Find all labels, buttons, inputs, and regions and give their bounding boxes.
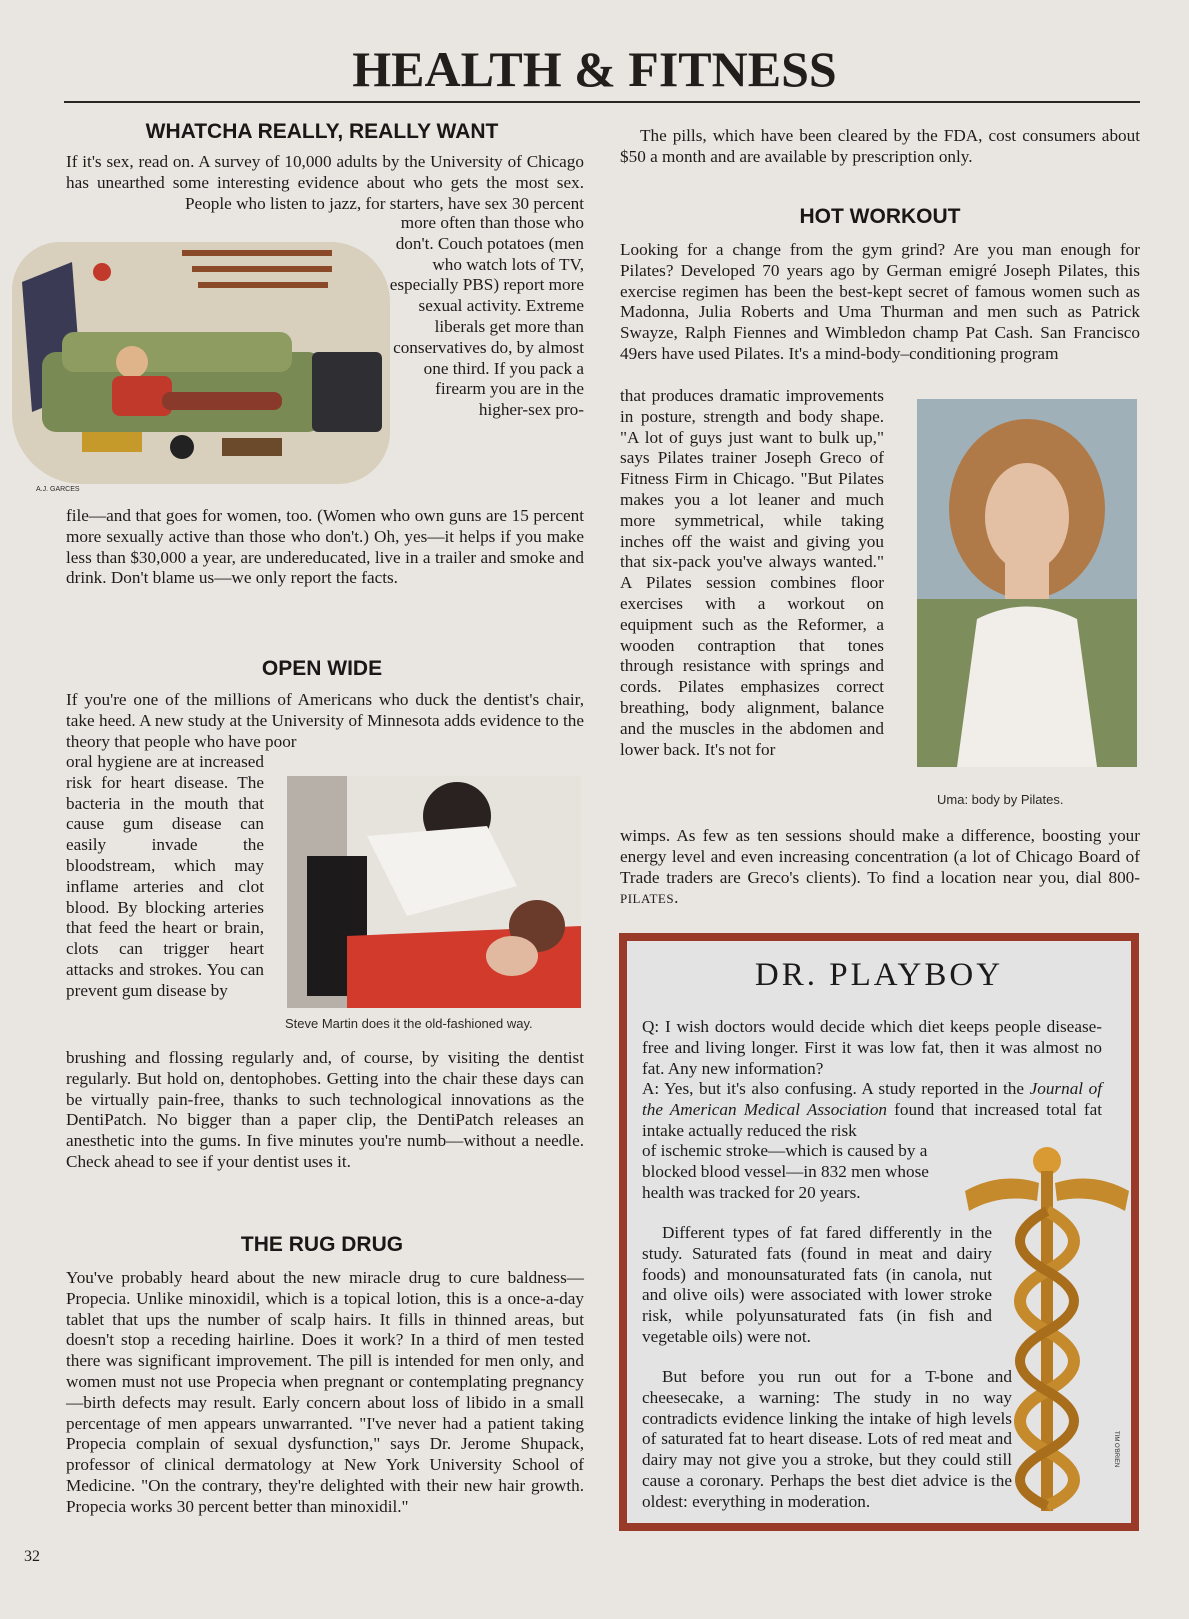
masthead-rule (64, 101, 1140, 103)
uma-photo-svg (917, 399, 1137, 767)
section-title: THE RUG DRUG (240, 1233, 404, 1256)
dr-playboy-question: Q: I wish doctors would decide which diet keeps people disease-free and living longer. First it was low fat, then it was almost no fat. Any new information? (642, 1017, 1102, 1078)
dr-playboy-answer (642, 1079, 1102, 1141)
dr-playboy-para2: Different types of fat fared differently in the study. Saturated fats (found in meat and dairy foods) and monounsaturated fats (in canola, nut and olive oils) were associated with lower stroke risk, while polyunsaturated fats (in fish and vegetable oils) were not. (642, 1223, 992, 1346)
whatcha-rest: file—and that goes for women, too. (Women who own guns are 15 percent more sexually active than those who don't.) Oh, yes—it helps if you make less than $30,000 a year, are undereducated, live in a trailer and smoke and drink. Don't blame us—we only report the facts. (66, 506, 584, 588)
hot-workout-rest (620, 826, 1140, 910)
section-title: WHATCHA REALLY, REALLY WANT (145, 120, 499, 143)
hot-workout-intro: Looking for a change from the gym grind? Are you man enough for Pilates? Developed 70 years ago by German emigré Joseph Pilates, this exercise regimen has been the best-kept secret of famous women such as Madonna, Julia Roberts and Uma Thurman and men such as Patrick Swayze, Ralph Fiennes and Wimbledon champ Pat Cash. San Francisco 49ers have used Pilates. It's a mind-body–conditioning program (620, 240, 1140, 363)
masthead: HEALTH & FITNESS (352, 41, 837, 97)
section-title: HOT WORKOUT (799, 205, 961, 228)
rug-drug-body: You've probably heard about the new miracle drug to cure baldness—Propecia. Unlike minoxidil, which is a topical lotion, this is a once-a-day tablet that ups the number of scalp hairs. It fills in thinned areas, but doesn't stop a receding hairline. Does it work? In a third of men tested there was significant improvement. The pill is intended for men only, and women must not use Propecia when pregnant or contemplating pregnancy—birth defects may result. Early concern about loss of libido in a small percentage of men appears unwarranted. "I've never had a patient taking Propecia complain of sexual dysfunction," says Dr. Jerome Shupack, professor of clinical dermatology at New York University School of Medicine. "On the contrary, they're delighted with their new hair growth. Propecia works 30 percent better than minoxidil." (66, 1268, 584, 1516)
whatcha-intro: If it's sex, read on. A survey of 10,000 adults by the University of Chicago has unearthed some interesting evidence about who gets the most sex. People who listen to jazz, for starters, have sex 30 percent (66, 152, 584, 213)
open-wide-rest: brushing and flossing regularly and, of course, by visiting the dentist regularly. But hold on, dentophobes. Getting into the chair these days can be virtually pain-free, thanks to such technological innovations as the DentiPatch. No bigger than a paper clip, the DentiPatch releases an anesthetic into the gums. In five minutes you're numb—without a needle. Check ahead to see if your dentist uses it. (66, 1048, 584, 1171)
journal-name: Journal of the American Medical Association (642, 1079, 1103, 1119)
couch-cartoon-svg (12, 242, 390, 484)
section-open-wide (62, 657, 582, 681)
page-number: 32 (24, 1548, 40, 1565)
section-hot-workout (620, 205, 1140, 229)
open-wide-wrap: oral hygiene are at increased risk for heart disease. The bacteria in the mouth that cause gum disease can easily invade the bloodstream, which may inflame arteries and clot blood. By blocking arteries that feed the heart or brain, clots can trigger heart attacks and strokes. You can prevent gum disease by (66, 752, 264, 1000)
section-whatcha (62, 120, 582, 144)
rug-drug-continued: The pills, which have been cleared by the FDA, cost consumers about $50 a month and are available by prescription only. (620, 126, 1140, 166)
dr-playboy-title: DR. PLAYBOY (754, 957, 1004, 993)
section-title: OPEN WIDE (261, 657, 383, 680)
dentist-photo-svg (287, 776, 581, 1008)
dr-playboy-answer-wrap: of ischemic stroke—which is caused by a blocked blood vessel—in 832 men whose health was tracked for 20 years. (642, 1141, 929, 1202)
dr-playboy-answer-a: A: Yes, but it's also confusing. A study reported in the (642, 1079, 1025, 1098)
dr-playboy-para3: But before you run out for a T-bone and cheesecake, a warning: The study in no way contradicts evidence linking the intake of high levels of saturated fat to heart disease. Lots of red meat and dairy may not give you a stroke, but they could still cause a coronary. Perhaps the best diet advice is the oldest: everything in moderation. (642, 1367, 1012, 1511)
dentist-photo (287, 776, 581, 1008)
couch-cartoon-credit: A.J. GARCES (36, 486, 80, 493)
hot-workout-wrap: that produces dramatic improvements in posture, strength and body shape. "A lot of guys just want to bulk up," says Pilates trainer Joseph Greco of Fitness Firm in Chicago. "But Pilates makes you a lot leaner and much more symmetrical, while taking inches off the waist and giving you that six-pack you've always wanted." A Pilates session combines floor exercises with a workout on equipment such as the Reformer, a wooden contraption that tones through resistance with springs and cords. Pilates emphasizes correct breathing, body alignment, balance and the muscles in the abdomen and lower back. It's not for (620, 386, 884, 759)
hot-workout-rest-text: wimps. As few as ten sessions should make a difference, boosting your energy level and even increasing concentration (a lot of Chicago Board of Trade traders are Greco's clients). To find a location near you, dial 800- (620, 826, 1140, 887)
dentist-caption: Steve Martin does it the old-fashioned way. (285, 1016, 533, 1031)
uma-photo (917, 399, 1137, 767)
open-wide-intro: If you're one of the millions of Americans who duck the dentist's chair, take heed. A new study at the University of Minnesota adds evidence to the theory that people who have poor (66, 690, 584, 751)
dr-playboy-box (619, 933, 1139, 1531)
phone-smallcaps: PILATES (620, 891, 675, 907)
hot-workout-rest-end: . (674, 888, 679, 908)
caduceus-credit: TIM O'BRIEN (1113, 1431, 1119, 1468)
dr-playboy-box-inner (627, 941, 1131, 1523)
dr-playboy-answer-b: found that increased total fat intake actually reduced the risk (642, 1099, 1102, 1140)
uma-caption: Uma: body by Pilates. (937, 792, 1064, 807)
couch-cartoon-illustration (12, 242, 390, 484)
whatcha-wrap: more often than those who don't. Couch potatoes (men who watch lots of TV, especially PBS) report more sexual activity. Extreme liberals get more than conservatives do, by almost one third. If you pack a firearm you are in the higher-sex pro- (389, 213, 584, 420)
section-rug-drug (62, 1233, 582, 1257)
